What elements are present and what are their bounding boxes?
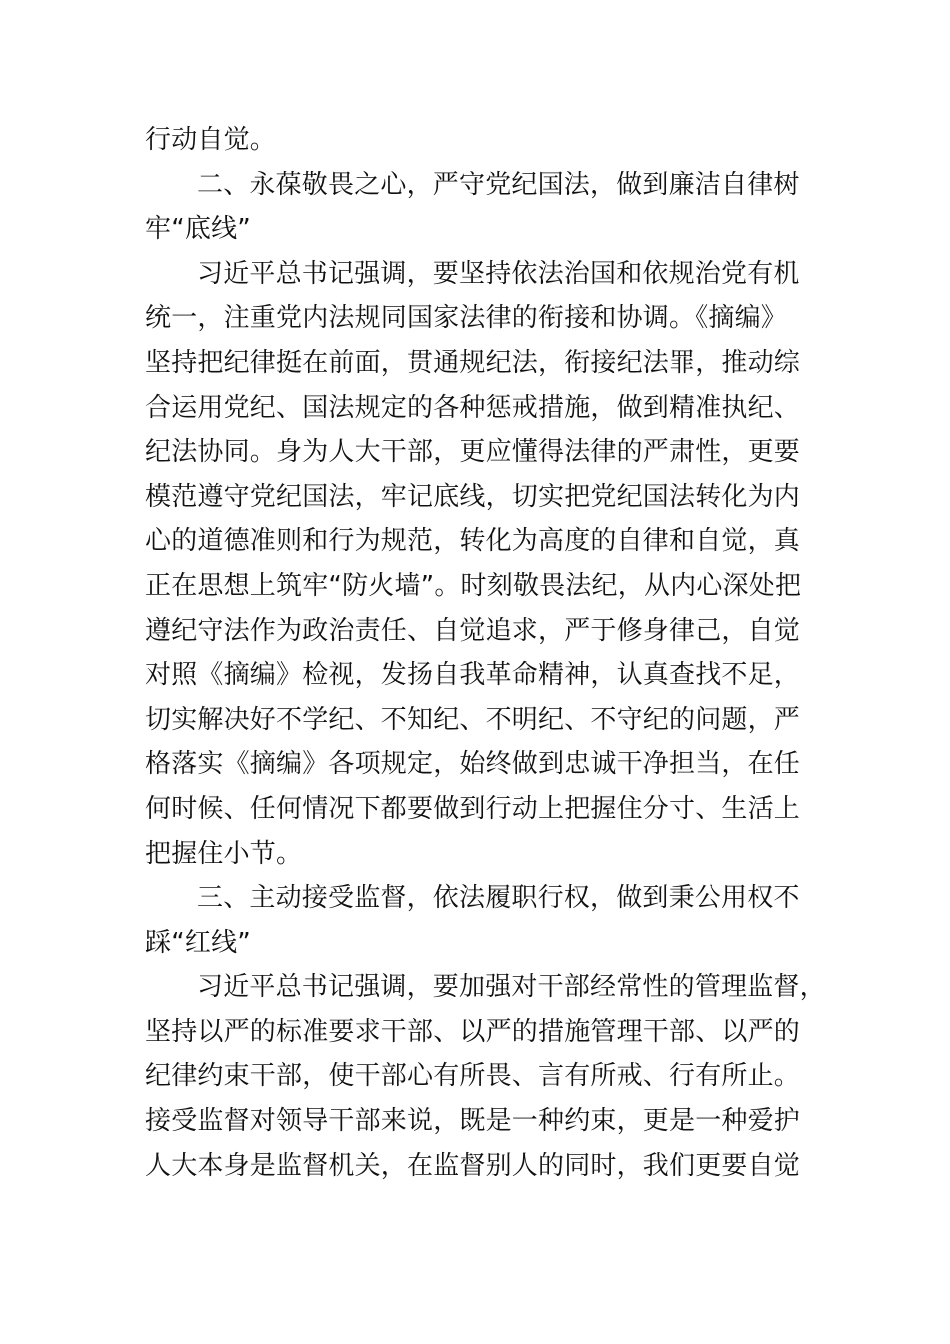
- paragraph-start: 习近平总书记强调，要加强对干部经常性的管理监督，: [197, 972, 826, 1003]
- text-line: 接受监督对领导干部来说，既是一种约束，更是一种爱护: [145, 1106, 801, 1137]
- text-line: 对照《摘编》检视，发扬自我革命精神，认真查找不足，: [145, 660, 801, 691]
- text-line: 纪法协同。身为人大干部，更应懂得法律的严肃性，更要: [145, 437, 801, 468]
- section-heading-2-cont: 牢“底线”: [145, 214, 251, 245]
- text-line: 统一，注重党内法规同国家法律的衔接和协调。《摘编》: [145, 303, 788, 334]
- text-line: 切实解决好不学纪、不知纪、不明纪、不守纪的问题，严: [145, 704, 801, 735]
- text-line: 坚持以严的标准要求干部、以严的措施管理干部、以严的: [145, 1016, 801, 1047]
- text-line: 人大本身是监督机关，在监督别人的同时，我们更要自觉: [145, 1150, 801, 1181]
- text-line: 坚持把纪律挺在前面，贯通规纪法，衔接纪法罪，推动综: [145, 347, 801, 378]
- document-page: [145, 118, 826, 1188]
- text-line: 行动自觉。: [145, 125, 277, 155]
- text-line: 纪律约束干部，使干部心有所畏、言有所戒、行有所止。: [145, 1061, 801, 1092]
- text-line: 合运用党纪、国法规定的各种惩戒措施，做到精准执纪、: [145, 392, 801, 423]
- text-line: 格落实《摘编》各项规定，始终做到忠诚干净担当，在任: [145, 749, 801, 780]
- section-heading-3: 三、主动接受监督，依法履职行权，做到秉公用权不: [197, 883, 800, 914]
- text-line: 把握住小节。: [145, 838, 303, 869]
- section-heading-2: 二、永葆敬畏之心，严守党纪国法，做到廉洁自律树: [197, 169, 800, 200]
- text-line: 何时候、任何情况下都要做到行动上把握住分寸、生活上: [145, 793, 801, 824]
- text-line: 正在思想上筑牢“防火墙”。时刻敬畏法纪，从内心深处把: [145, 570, 802, 601]
- text-line: 遵纪守法作为政治责任、自觉追求，严于修身律己，自觉: [145, 615, 801, 646]
- paragraph-start: 习近平总书记强调，要坚持依法治国和依规治党有机: [197, 258, 800, 289]
- text-line: 模范遵守党纪国法，牢记底线，切实把党纪国法转化为内: [145, 481, 801, 512]
- section-heading-3-cont: 踩“红线”: [145, 927, 251, 958]
- text-line: 心的道德准则和行为规范，转化为高度的自律和自觉，真: [145, 526, 801, 557]
